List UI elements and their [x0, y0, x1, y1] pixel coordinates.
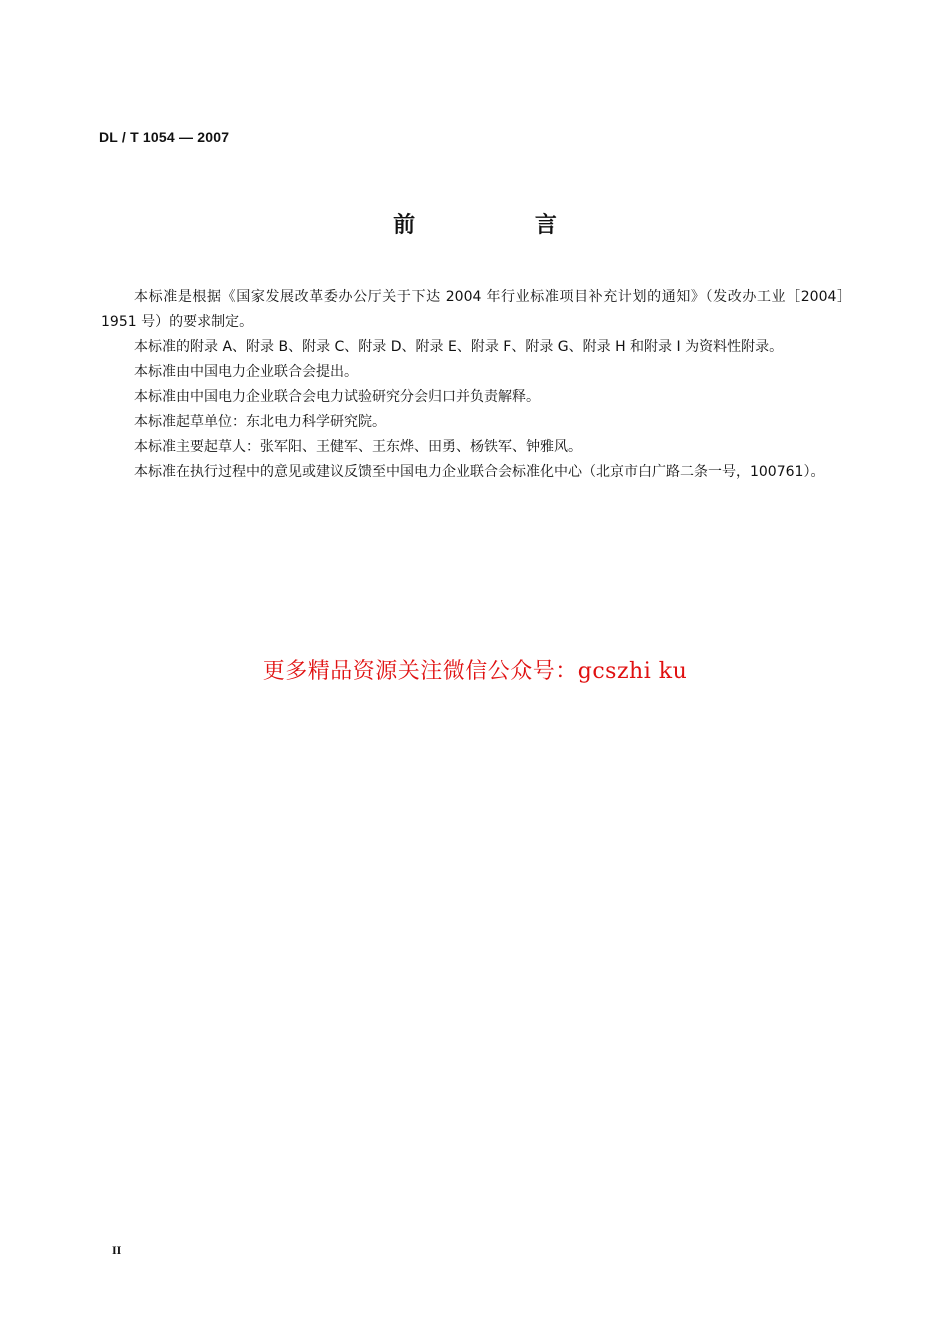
paragraph-drafting-unit: 本标准起草单位：东北电力科学研究院。	[134, 414, 386, 430]
paragraph-feedback: 本标准在执行过程中的意见或建议反馈至中国电力企业联合会标准化中心（北京市白广路二条一号，100761）。	[134, 464, 825, 480]
page-number: II	[112, 1243, 122, 1257]
paragraph-administrator: 本标准由中国电力企业联合会电力试验研究分会归口并负责解释。	[134, 389, 540, 405]
standard-code: DL / T 1054 — 2007	[99, 129, 230, 145]
page-title: 前 言	[393, 213, 613, 238]
paragraph-drafters: 本标准主要起草人：张军阳、王健军、王东烨、田勇、杨铁军、钟雅风。	[134, 439, 582, 455]
wechat-notice: 更多精品资源关注微信公众号：gcszhi ku	[262, 659, 688, 684]
paragraph-basis: 本标准是根据《国家发展改革委办公厅关于下达 2004 年行业标准项目补充计划的通知》（发改办工业［2004］1951 号）的要求制定。	[101, 289, 851, 330]
paragraph-proposer: 本标准由中国电力企业联合会提出。	[134, 364, 358, 380]
paragraph-appendices: 本标准的附录 A、附录 B、附录 C、附录 D、附录 E、附录 F、附录 G、附录 H 和附录 I 为资料性附录。	[134, 339, 784, 355]
foreword-body	[101, 285, 851, 485]
